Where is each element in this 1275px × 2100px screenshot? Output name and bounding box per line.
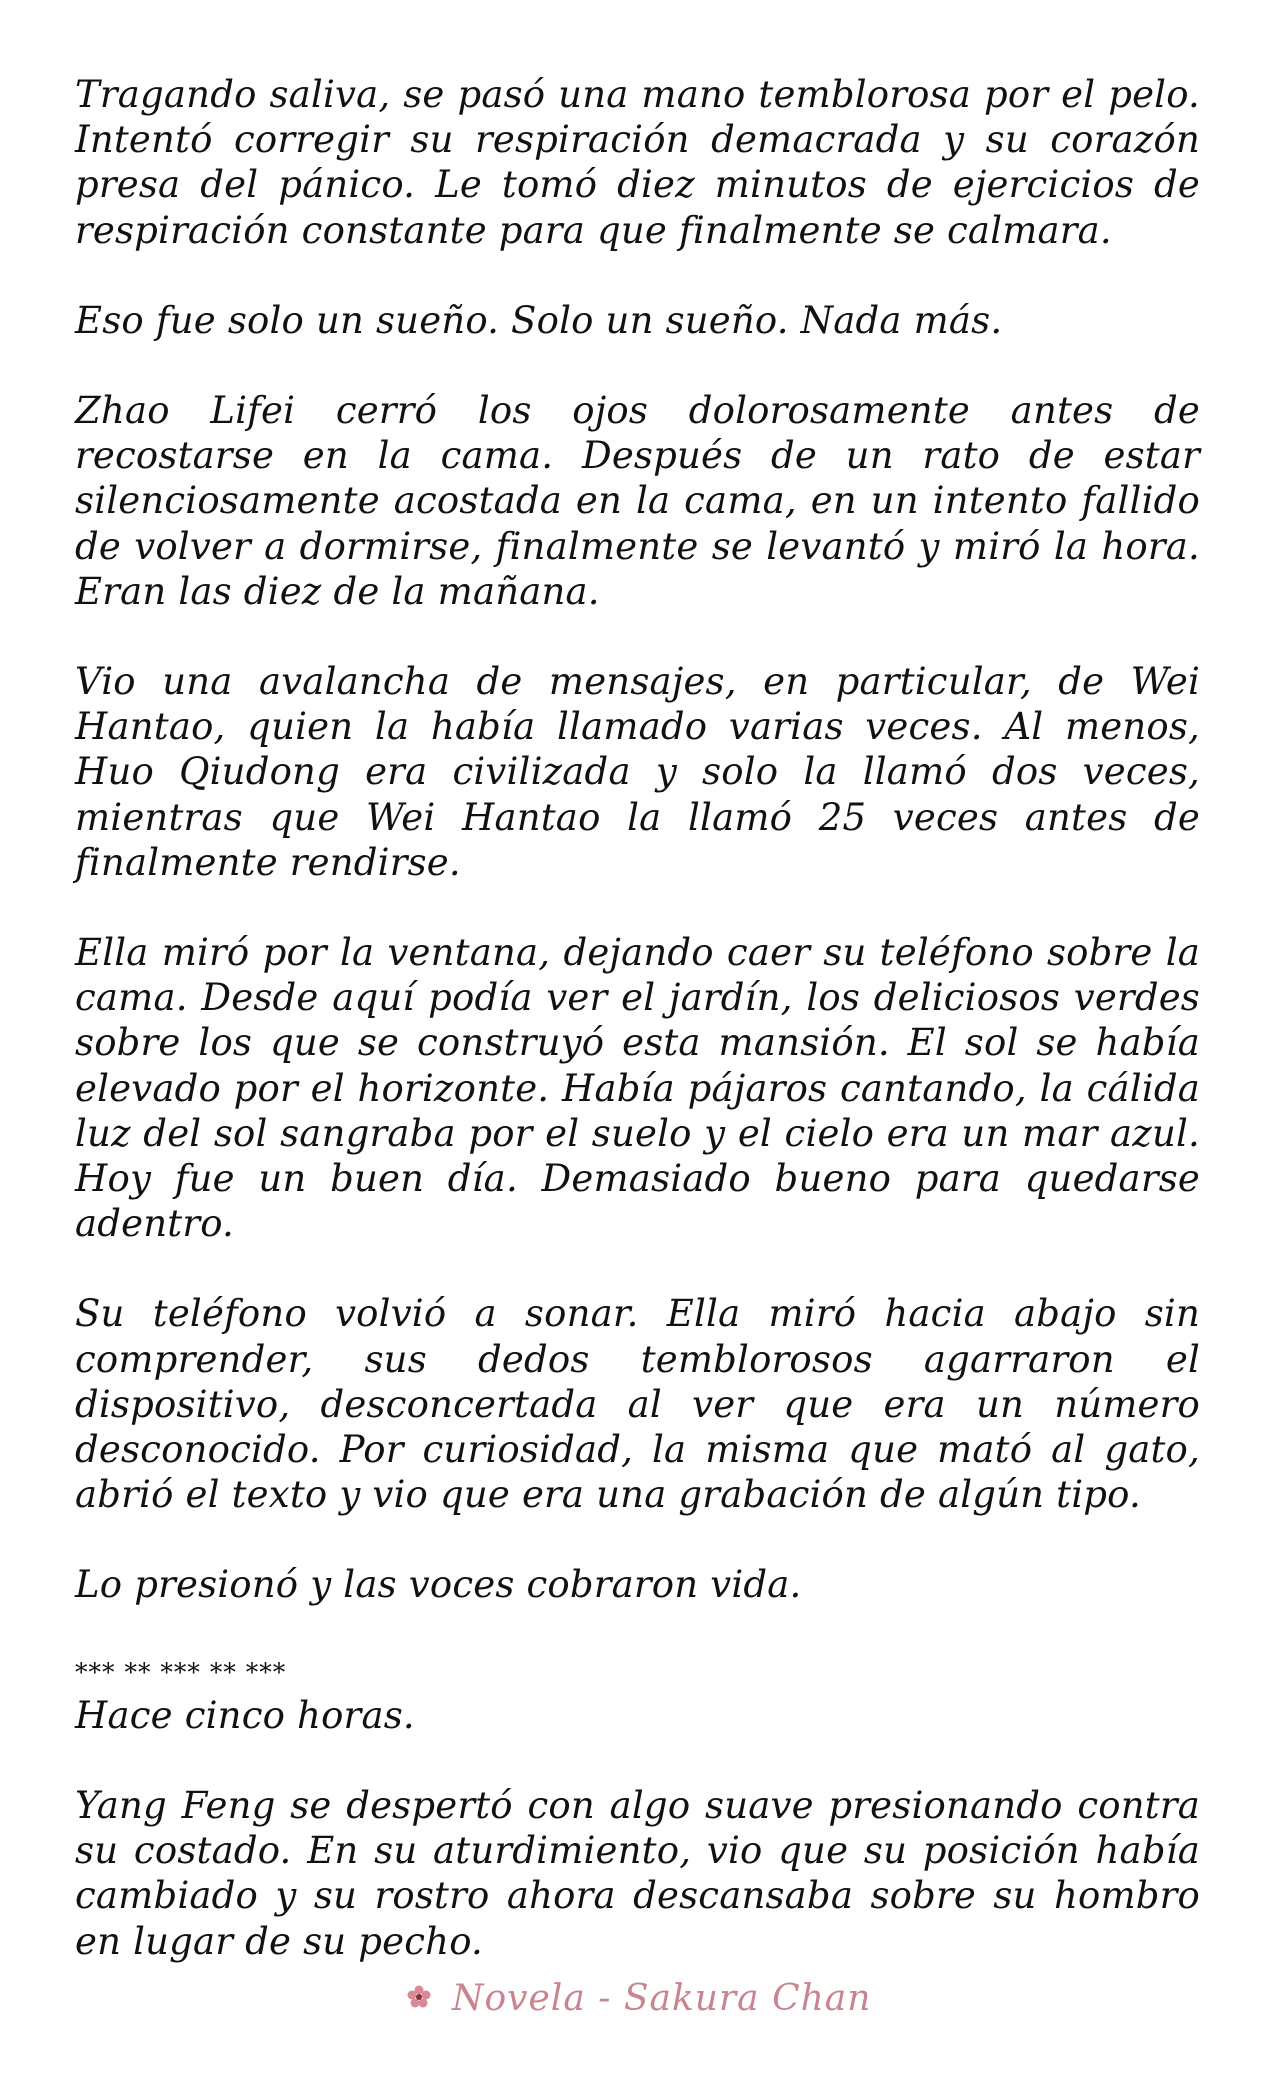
cherry-blossom-icon (404, 1980, 434, 2010)
time-marker: Hace cinco horas. (75, 1693, 415, 1737)
paragraph-4: Vio una avalancha de mensajes, en particular, de Wei Hantao, quien la había llamado varias veces. Al menos, Huo Qiudong era civilizada y solo la llamó dos veces, mientras que Wei Hantao la llamó 25 veces antes de finalmente rendirse. (75, 660, 1200, 884)
paragraph-3: Zhao Lifei cerró los ojos dolorosamente antes de recostarse en la cama. Después de un rato de estar silenciosamente acostada en la cama, en un intento fallido de volver a dormirse, finalmente se levantó y miró la hora. Eran las diez de la mañana. (75, 389, 1200, 613)
paragraph-7: Lo presionó y las voces cobraron vida. (75, 1563, 802, 1607)
scene-separator: *** ** *** ** *** (75, 1657, 287, 1687)
paragraph-2: Eso fue solo un sueño. Solo un sueño. Nada más. (75, 298, 1003, 342)
paragraph-5: Ella miró por la ventana, dejando caer su teléfono sobre la cama. Desde aquí podía ver el jardín, los deliciosos verdes sobre los que se construyó esta mansión. El sol se había elevado por el horizonte. Había pájaros cantando, la cálida luz del sol sangraba por el suelo y el cielo era un mar azul. Hoy fue un buen día. Demasiado bueno para quedarse adentro. (75, 931, 1200, 1246)
paragraph-final: Yang Feng se despertó con algo suave presionando contra su costado. En su aturdimiento, vio que su posición había cambiado y su rostro ahora descansaba sobre su hombro en lugar de su pecho. (75, 1783, 1200, 1963)
paragraph-6: Su teléfono volvió a sonar. Ella miró hacia abajo sin comprender, sus dedos temblorosos agarraron el dispositivo, desconcertada al ver que era un número desconocido. Por curiosidad, la misma que mató al gato, abrió el texto y vio que era una grabación de algún tipo. (75, 1292, 1200, 1517)
paragraph-1: Tragando saliva, se pasó una mano temblorosa por el pelo. Intentó corregir su respiración demacrada y su corazón presa del pánico. Le tomó diez minutos de ejercicios de respiración constante para que finalmente se calmara. (75, 73, 1200, 252)
watermark (0, 1978, 1275, 2019)
watermark-text: Novela - Sakura Chan (451, 1978, 872, 2019)
document-body (75, 72, 1200, 2009)
